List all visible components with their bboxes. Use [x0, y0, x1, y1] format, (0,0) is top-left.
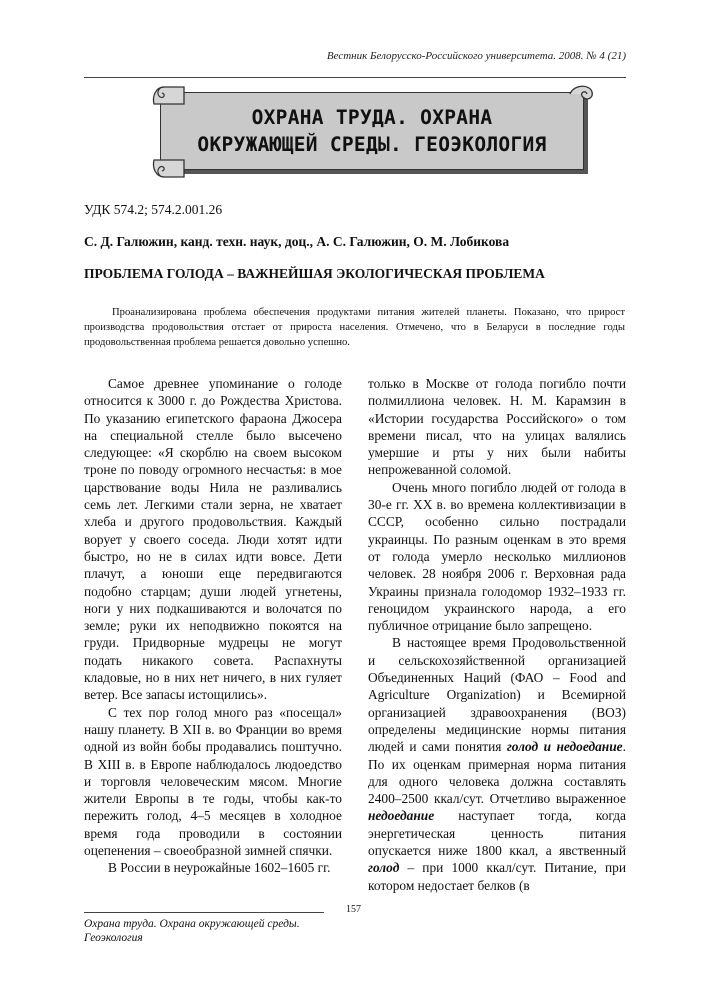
- section-title: [160, 92, 584, 170]
- paragraph: В России в неурожайные 1602–1605 гг.: [108, 860, 331, 876]
- text-column-right: [368, 375, 626, 894]
- text-run: В настоящее время Продовольственной и сельскохозяйственной организацией Объединенных Наций (ФАО – Food and Agriculture Organization) и Всемирной организацией здравоохранения (ВОЗ) определены медицинские нормы питания людей и сами понятия: [368, 635, 626, 755]
- article-abstract: Проанализирована проблема обеспечения продуктами питания жителей планеты. Показано, что прирост производства продовольствия отстает от прироста населения. Отмечено, что в Беларуси в последние годы продовольственная проблема решается довольно успешно.: [84, 307, 625, 348]
- section-title-line-1: ОХРАНА ТРУДА. ОХРАНА: [251, 106, 493, 129]
- paragraph: только в Москве от голода погибло почти полмиллиона человек. Н. М. Карамзин в «Истории государства Российского» о том времени писал, что на улицах валялись умершие и рты у них были набиты непрожеванной соломой.: [368, 376, 626, 478]
- footer-line-2: Геоэкология: [84, 932, 143, 944]
- text-run: . По их оценкам примерная норма питания для одного человека должна составлять 2400–2500 ккал/сут. Отчетливо выраженное: [368, 739, 626, 807]
- term-hunger: голод: [368, 860, 400, 876]
- header-rule: [84, 77, 626, 78]
- udk-code: УДК 574.2; 574.2.001.26: [84, 202, 223, 217]
- paragraph: Очень много погибло людей от голода в 30-е гг. XX в. во времена коллективизации в СССР, особенно сильно пострадали украинцы. По разным оценкам в это время от голода умерло несколько миллионов человек. 28 ноября 2006 г. Верховная рада Украины признала голодомор 1932–1933 гг. геноцидом украинского народа, а его публичное отрицание было запрещено.: [368, 479, 626, 634]
- term-hunger-undernourishment: голод и недоедание: [506, 739, 623, 755]
- footer-rule: [84, 912, 324, 913]
- footer-section-name: [84, 917, 344, 945]
- term-undernourishment: недоедание: [368, 808, 435, 824]
- paragraph: [368, 634, 626, 893]
- page-number: 157: [346, 904, 361, 915]
- text-column-left: [84, 375, 342, 877]
- article-title: ПРОБЛЕМА ГОЛОДА – ВАЖНЕЙШАЯ ЭКОЛОГИЧЕСКАЯ ПРОБЛЕМА: [84, 266, 545, 281]
- footer-line-1: Охрана труда. Охрана окружающей среды.: [84, 918, 300, 930]
- article-authors: С. Д. Галюжин, канд. техн. наук, доц., А. С. Галюжин, О. М. Лобикова: [84, 234, 510, 249]
- section-title-line-2: ОКРУЖАЮЩЕЙ СРЕДЫ. ГЕОЭКОЛОГИЯ: [197, 133, 547, 156]
- text-run: наступает тогда, когда энергетическая ценность питания опускается ниже 1800 ккал, а явственный: [368, 808, 626, 859]
- journal-header: Вестник Белорусско-Российского университета. 2008. № 4 (21): [326, 50, 626, 62]
- section-banner: [148, 82, 598, 182]
- paragraph: Самое древнее упоминание о голоде относится к 3000 г. до Рождества Христова. По указанию египетского фараона Джосера на специальной стелле было высечено следующее: «Я скорблю на своем высоком троне по поводу огромного несчастья: в мое царствование воды Нила не разливались семь лет. Легкими стали зерна, не хватает хлеба и другого продовольствия. Каждый ворует у своего соседа. Люди хотят идти быстро, но не в силах идти вовсе. Дети плачут, а юноши еще передвигаются подобно старцам; души людей угнетены, ноги у них подкашиваются и волочатся по земле; руки их неподвижно покоятся на груди. Придворные мудрецы не могут подать никакого совета. Распахнуты кладовые, но в них нет ничего, в них гуляет ветер. Все запасы истощились».: [84, 376, 342, 703]
- text-run: – при 1000 ккал/сут. Питание, при котором недостает белков (в: [368, 860, 626, 893]
- paragraph: С тех пор голод много раз «посещал» нашу планету. В XII в. во Франции во время одной из войн бобы продавались поштучно. В XIII в. в Европе наблюдалось людоедство и торговля человеческим мясом. Многие жители Европы в те годы, чтобы как-то пережить голод, 4–5 месяцев в холодное время года проводили в состоянии оцепенения – своеобразной зимней спячки.: [84, 704, 342, 859]
